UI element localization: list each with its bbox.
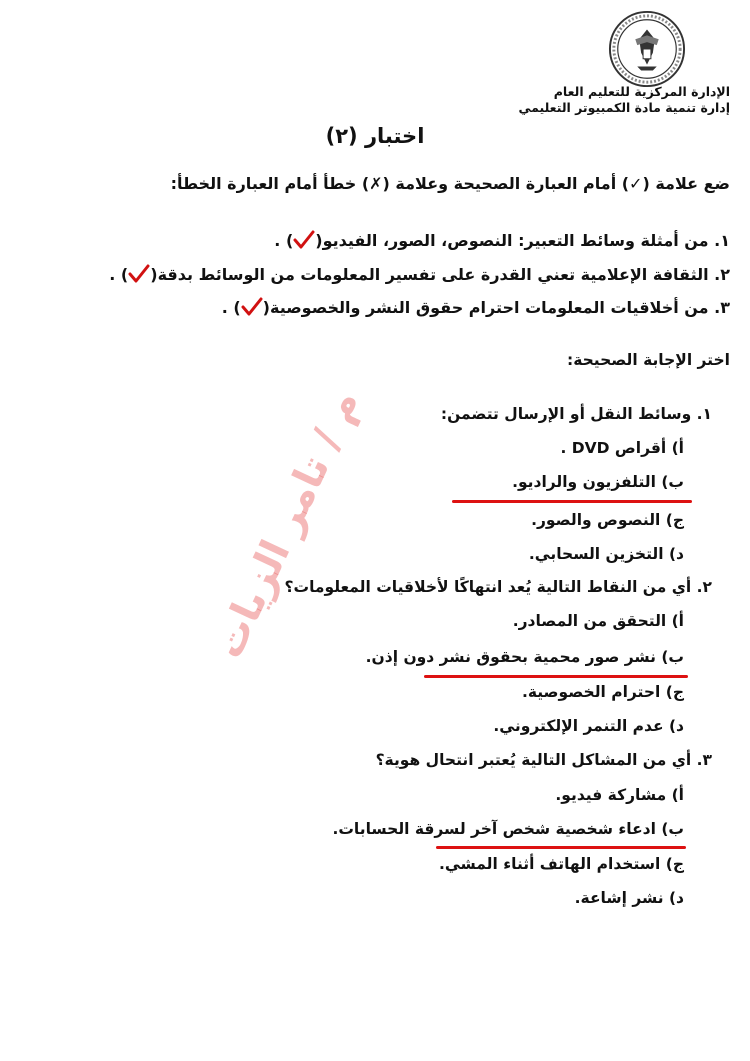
mc-q3-option-d: د) نشر إشاعة. [574,889,684,907]
mc-q2-option-c: ج) احترام الخصوصية. [521,683,684,701]
mc-q2-option-b: ب) نشر صور محمية بحقوق نشر دون إذن. [365,648,684,666]
section2-instruction: اختر الإجابة الصحيحة: [567,351,730,369]
checkmark-icon [241,297,263,317]
mc-question-1-stem: ١. وسائط النقل أو الإرسال تتضمن: [440,405,712,423]
mc-q3-option-a: أ) مشاركة فيديو. [555,786,684,804]
org-line-1: الإدارة المركزية للتعليم العام [553,84,730,99]
item-text: ٣. من أخلاقيات المعلومات احترام حقوق النشر والخصوصية( [262,298,730,317]
mc-q3-option-b: ب) ادعاء شخصية شخص آخر لسرقة الحسابات. [332,820,684,838]
mc-q1-option-b: ب) التلفزيون والراديو. [512,473,684,491]
checkmark-icon [128,264,150,284]
item-text: ١. من أمثلة وسائط التعبير: النصوص، الصور، الفيديو( [315,231,730,250]
mc-q1-option-c: ج) النصوص والصور. [531,511,684,529]
true-false-item-2 [20,264,730,284]
mc-q3-option-c: ج) استخدام الهاتف أثناء المشي. [438,855,684,873]
mc-q1-option-a: أ) أقراص DVD . [560,439,684,457]
true-false-item-1 [20,230,730,250]
section1-instruction: ضع علامة (✓) أمام العبارة الصحيحة وعلامة (✗) خطأ أمام العبارة الخطأ: [170,174,730,193]
item-end: ) . [109,265,129,284]
true-false-item-3 [20,297,730,317]
checkmark-icon [293,230,315,250]
ministry-seal-logo [608,10,686,88]
mc-question-3-stem: ٣. أي من المشاكل التالية يُعتبر انتحال هوية؟ [375,751,712,769]
exam-title: اختبار (٢) [325,124,425,148]
item-text: ٢. الثقافة الإعلامية تعني القدرة على تفسير المعلومات من الوسائط بدقة( [150,265,730,284]
answer-underline [436,846,686,849]
mc-q2-option-d: د) عدم التنمر الإلكتروني. [493,717,684,735]
item-end: ) . [221,298,241,317]
answer-underline [452,500,692,503]
mc-q2-option-a: أ) التحقق من المصادر. [512,612,684,630]
author-watermark: م / تامر الزيات [205,383,370,666]
mc-question-2-stem: ٢. أي من النقاط التالية يُعد انتهاكًا لأخلاقيات المعلومات؟ [284,578,712,596]
answer-underline [424,675,688,678]
item-end: ) . [274,231,294,250]
mc-q1-option-d: د) التخزين السحابي. [528,545,684,563]
org-header [470,84,730,116]
org-line-2: إدارة تنمية مادة الكمبيوتر التعليمي [518,100,730,115]
